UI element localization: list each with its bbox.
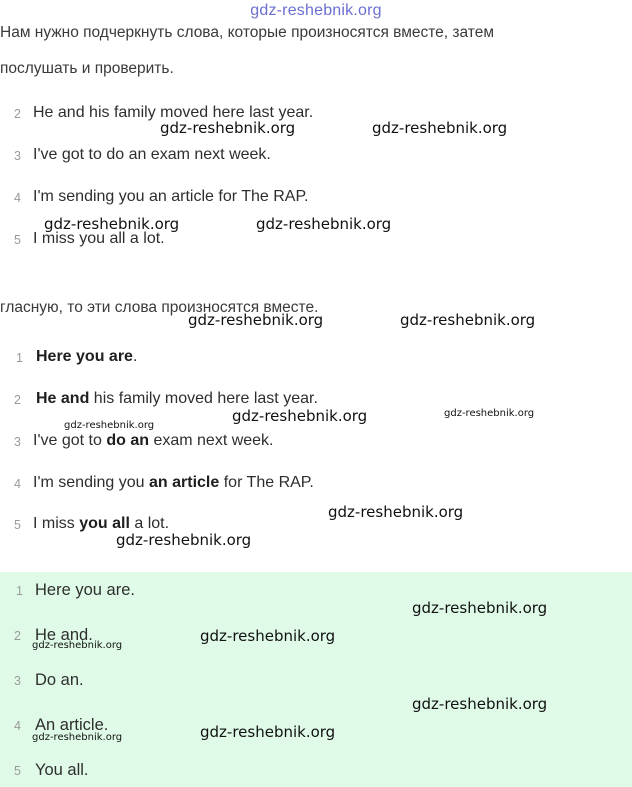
highlighted-words: an article [149, 474, 220, 491]
watermark: gdz-reshebnik.org [188, 311, 324, 329]
item-number: 3 [14, 149, 21, 163]
watermark: gdz-reshebnik.org [412, 599, 548, 617]
answer-text: He and. [35, 626, 93, 644]
item-number: 5 [14, 764, 21, 778]
watermark: gdz-reshebnik.org [64, 420, 155, 431]
item-number: 3 [14, 674, 21, 688]
watermark: gdz-reshebnik.org [232, 407, 368, 425]
answer-text: Here you are. [35, 581, 135, 599]
item-number: 2 [14, 629, 21, 643]
item-text: I've got to do an exam next week. [33, 432, 274, 449]
item-number: 4 [14, 719, 21, 733]
highlighted-words: do an [106, 432, 149, 449]
item-number: 3 [14, 435, 21, 449]
item-text: I miss you all a lot. [33, 230, 165, 247]
highlighted-words: He and [36, 390, 90, 407]
item-number: 1 [16, 351, 23, 365]
watermark: gdz-reshebnik.org [256, 215, 392, 233]
item-number: 5 [14, 233, 21, 247]
item-number: 2 [14, 393, 21, 407]
rule-text: гласную, то эти слова произносятся вместе. [0, 299, 319, 316]
intro-line-2: послушать и проверить. [0, 60, 174, 77]
item-number: 4 [14, 477, 21, 491]
answer-text: You all. [35, 761, 89, 779]
watermark: gdz-reshebnik.org [412, 695, 548, 713]
watermark: gdz-reshebnik.org [160, 119, 296, 137]
item-text: I'm sending you an article for The RAP. [33, 474, 314, 491]
header-watermark: gdz-reshebnik.org [250, 2, 382, 19]
item-number: 5 [14, 518, 21, 532]
watermark: gdz-reshebnik.org [200, 627, 336, 645]
item-number: 4 [14, 191, 21, 205]
item-text: I've got to do an exam next week. [33, 146, 271, 163]
item-text: He and his family moved here last year. [36, 390, 318, 407]
watermark: gdz-reshebnik.org [44, 215, 180, 233]
highlighted-words: Here you are [36, 348, 133, 365]
watermark: gdz-reshebnik.org [400, 311, 536, 329]
item-number: 2 [14, 107, 21, 121]
intro-line-1: Нам нужно подчеркнуть слова, которые произносятся вместе, затем [0, 24, 495, 41]
item-number: 1 [16, 584, 23, 598]
item-text: He and his family moved here last year. [33, 104, 314, 121]
item-text: Here you are. [36, 348, 138, 365]
watermark: gdz-reshebnik.org [328, 503, 464, 521]
answer-text: Do an. [35, 671, 84, 689]
watermark: gdz-reshebnik.org [200, 723, 336, 741]
watermark: gdz-reshebnik.org [32, 732, 123, 743]
watermark: gdz-reshebnik.org [444, 408, 535, 419]
watermark: gdz-reshebnik.org [372, 119, 508, 137]
watermark: gdz-reshebnik.org [32, 640, 123, 651]
answer-text: An article. [35, 716, 109, 734]
item-text: I'm sending you an article for The RAP. [33, 188, 309, 205]
item-text: I miss you all a lot. [33, 515, 170, 532]
watermark: gdz-reshebnik.org [116, 531, 252, 549]
highlighted-words: you all [79, 515, 130, 532]
